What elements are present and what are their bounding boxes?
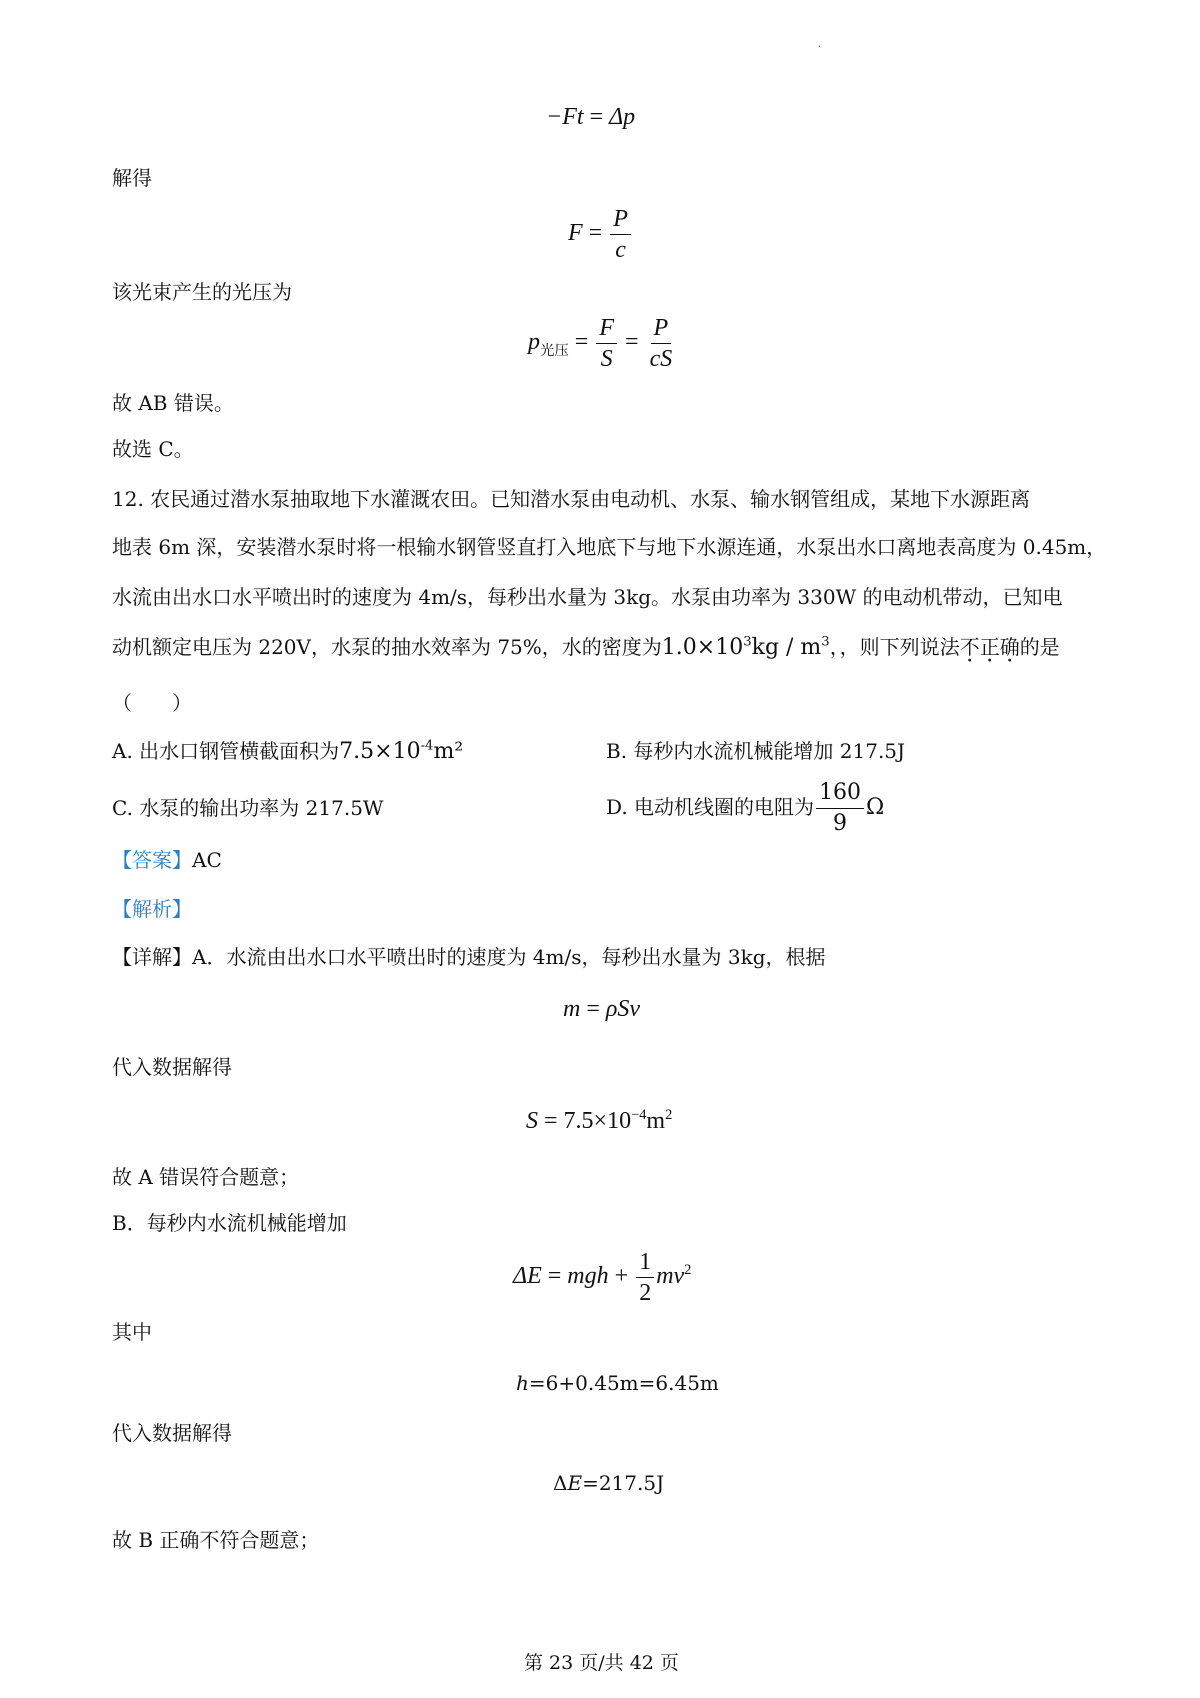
option-d-fraction [816, 778, 864, 839]
eq2-numerator: P [610, 204, 631, 235]
eq7-rest: =6+0.45m=6.45m [528, 1371, 719, 1395]
eq3-den-2: cS [649, 346, 673, 372]
text-ab-wrong: 故 AB 错误。 [112, 391, 234, 415]
answer-parentheses: （ ） [112, 691, 192, 715]
eq6-term-1: mgh [567, 1263, 609, 1290]
text-daoru-2: 代入数据解得 [112, 1421, 232, 1445]
eq3-den-1: S [600, 346, 613, 372]
answer-tag: 【答案】 [112, 848, 192, 872]
equation-area [526, 1108, 672, 1135]
equation-energy [513, 1247, 691, 1308]
emphasis-char-3: 确 [999, 635, 1020, 659]
text-a-wrong: 故 A 错误符合题意； [112, 1165, 300, 1189]
eq8-prefix: Δ [553, 1471, 568, 1495]
eq6-equals: = [547, 1263, 562, 1290]
equation-force [568, 204, 633, 265]
eq4-equals: = [586, 996, 600, 1022]
question-line-4-a: 动机额定电压为 220V，水泵的抽水效率为 75%，水的密度为 [112, 635, 662, 659]
eq5-unit: m [646, 1108, 666, 1134]
question-line-1: 12. 农民通过潜水泵抽取地下水灌溉农田。已知潜水泵由电动机、水泵、输水钢管组成，某地下水源距离 [112, 487, 1031, 511]
eq3-equals-2: = [625, 329, 639, 356]
equation-energy-result [553, 1468, 664, 1498]
page-footer: 第 23 页/共 42 页 [524, 1652, 679, 1674]
eq6-exponent: 2 [684, 1262, 692, 1279]
equation-mass [563, 996, 640, 1023]
eq5-lhs: S [526, 1108, 538, 1134]
option-a-unit: m² [433, 739, 464, 764]
eq1-rhs: Δp [609, 104, 636, 130]
eq6-term-2: mv [656, 1263, 685, 1290]
text-qizhong: 其中 [112, 1320, 152, 1344]
option-c: C. 水泵的输出功率为 217.5W [112, 796, 384, 820]
equation-momentum [546, 104, 635, 131]
eq6-plus: + [614, 1263, 629, 1290]
text-select-c: 故选 C。 [112, 437, 194, 461]
option-a-exponent: -4 [420, 738, 434, 754]
analysis-tag: 【解析】 [112, 897, 192, 921]
option-a-prefix: A. 出水口钢管横截面积为 [112, 739, 340, 763]
eq8-var: E [567, 1471, 583, 1495]
eq4-rhs: ρSv [605, 996, 641, 1022]
eq1-lhs: −Ft [546, 104, 584, 130]
eq6-lhs: ΔE [513, 1263, 542, 1290]
eq3-p: p [528, 329, 540, 356]
eq3-equals-1: = [574, 329, 589, 356]
detail-tag: 【详解】 [112, 945, 192, 969]
eq8-rest: =217.5J [582, 1471, 665, 1495]
text-b-right: 故 B 正确不符合题意； [112, 1528, 320, 1552]
corner-mark: · [818, 42, 822, 53]
option-b: B. 每秒内水流机械能增加 217.5J [606, 739, 906, 763]
text-guangya: 该光束产生的光压为 [112, 280, 292, 304]
emphasis-char-1: 不 [959, 635, 980, 659]
question-line-4 [112, 632, 1060, 663]
option-d-numerator: 160 [816, 778, 864, 809]
eq6-numerator: 1 [636, 1247, 654, 1278]
option-d-prefix: D. 电动机线圈的电阻为 [606, 795, 815, 819]
eq3-num-1: F [596, 313, 617, 344]
eq1-equals: = [589, 104, 604, 130]
text-jiede: 解得 [112, 166, 152, 190]
option-a-value [339, 739, 463, 764]
question-line-4-c: 的是 [1019, 635, 1060, 659]
density-unit: kg / m [751, 635, 822, 660]
answer-value: AC [192, 848, 222, 872]
analysis-line [112, 894, 192, 924]
eq3-fraction-2 [647, 313, 676, 374]
eq6-fraction [636, 1247, 654, 1308]
eq2-equals: = [588, 220, 603, 247]
eq2-denominator: c [615, 237, 626, 263]
eq5-equals: = [544, 1108, 558, 1134]
eq3-subscript: 光压 [540, 342, 569, 359]
option-a [112, 736, 463, 767]
eq7-var: h [516, 1371, 529, 1395]
option-d [606, 778, 884, 839]
detail-text: A．水流由出水口水平喷出时的速度为 4m/s，每秒出水量为 3kg，根据 [192, 945, 826, 969]
eq5-exponent: −4 [631, 1107, 647, 1123]
option-a-number: 7.5×10 [339, 739, 421, 764]
density-value [662, 635, 830, 660]
equation-height [516, 1368, 719, 1398]
eq2-fraction [610, 204, 631, 265]
equation-light-pressure [528, 313, 677, 374]
text-b-intro: B．每秒内水流机械能增加 [112, 1211, 347, 1235]
option-d-unit: Ω [866, 795, 885, 820]
eq6-denominator: 2 [639, 1280, 652, 1306]
density-exponent: 3 [743, 634, 752, 650]
answer-line [112, 845, 222, 875]
eq4-lhs: m [563, 996, 581, 1022]
text-daoru-1: 代入数据解得 [112, 1055, 232, 1079]
eq3-num-2: P [651, 313, 672, 344]
question-line-4-b: ，，则下列说法 [829, 635, 960, 659]
emphasis-char-2: 正 [979, 635, 1000, 659]
density-unit-exponent: 3 [821, 634, 830, 650]
question-line-2: 地表 6m 深，安装潜水泵时将一根输水钢管竖直打入地底下与地下水源连通，水泵出水口离地表高度为 0.45m， [112, 535, 1107, 559]
density-number: 1.0×10 [661, 635, 744, 660]
eq2-lhs: F [568, 220, 583, 247]
question-line-3: 水流由出水口水平喷出时的速度为 4m/s，每秒出水量为 3kg。水泵由功率为 330W 的电动机带动，已知电 [112, 585, 1063, 609]
option-d-denominator: 9 [833, 811, 848, 836]
eq3-fraction-1 [596, 313, 617, 374]
detail-line [112, 942, 826, 972]
eq5-unit-exponent: 2 [665, 1107, 673, 1123]
eq5-value: 7.5×10 [563, 1108, 632, 1134]
